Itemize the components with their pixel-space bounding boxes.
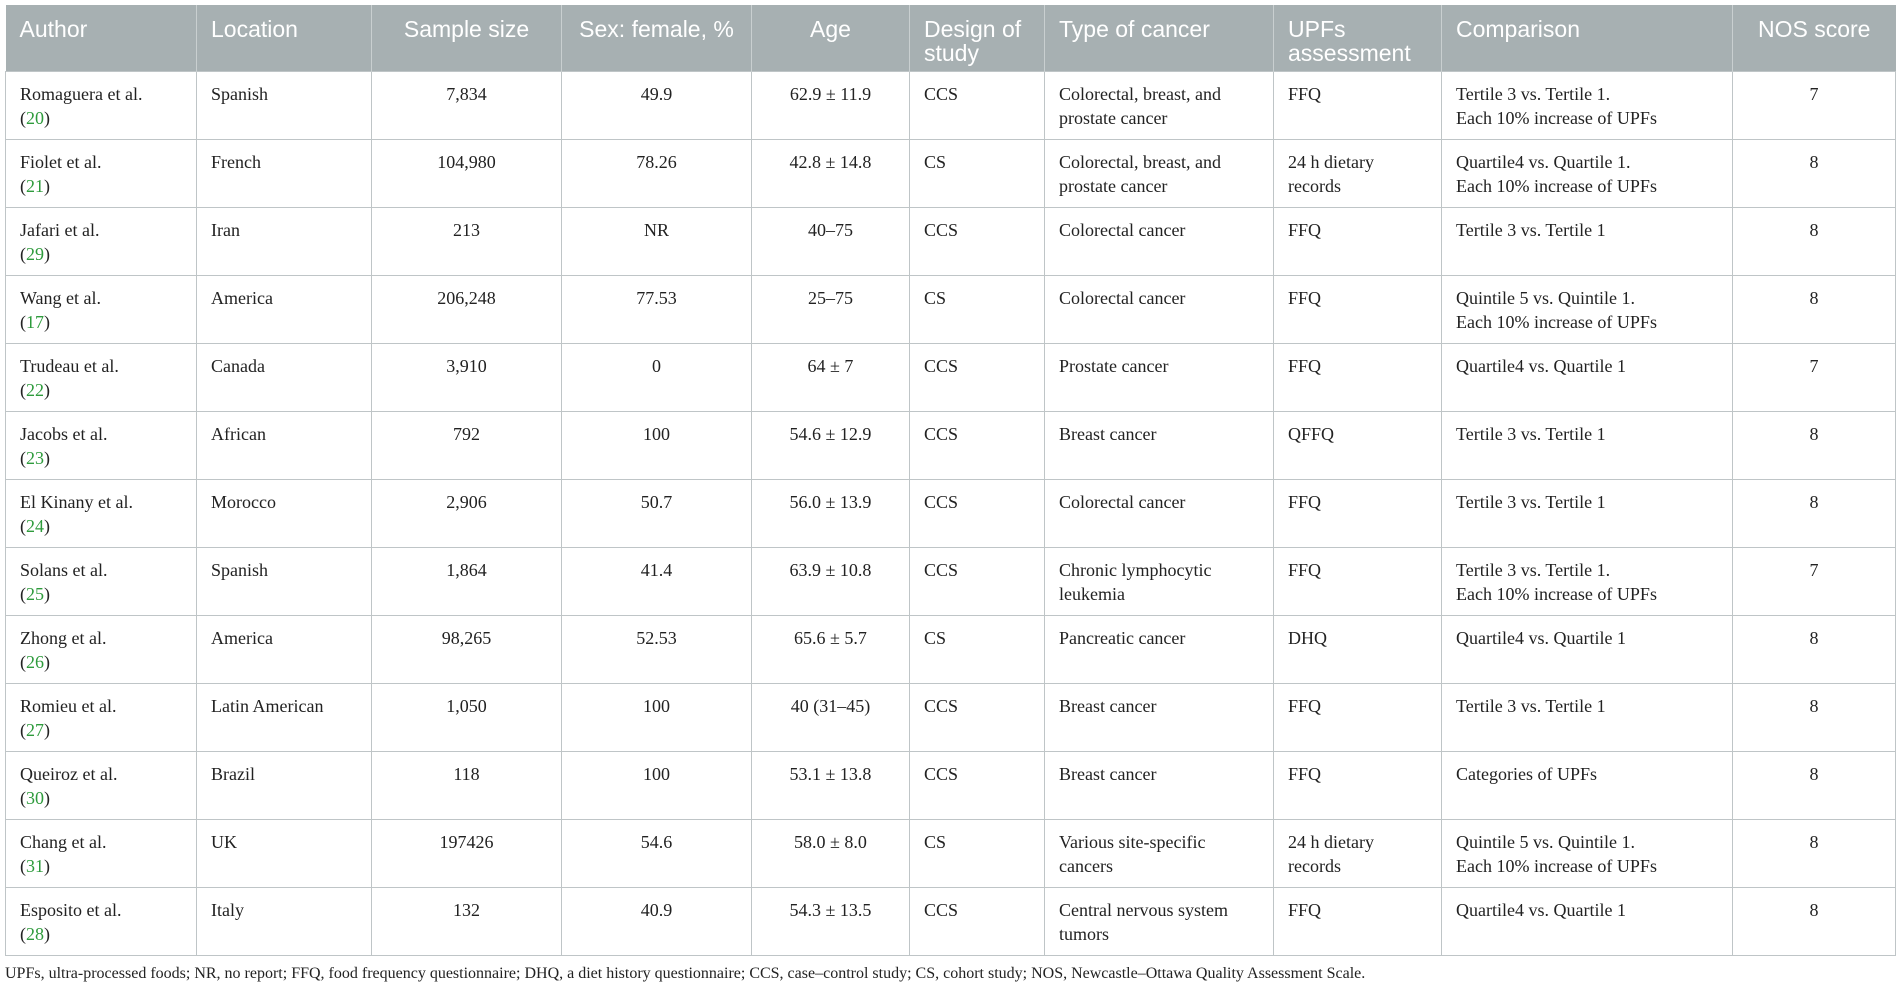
cell-nos-score: 7 — [1733, 547, 1896, 615]
author-name: Zhong et al. — [20, 627, 107, 648]
cell-upfs-assessment: FFQ — [1274, 343, 1442, 411]
reference-link[interactable]: 26 — [26, 651, 44, 672]
comparison-line: Quartile4 vs. Quartile 1 — [1456, 899, 1626, 920]
cell-location: America — [197, 615, 372, 683]
cell-comparison — [1442, 751, 1733, 819]
cell-location: UK — [197, 819, 372, 887]
cell-nos-score: 8 — [1733, 275, 1896, 343]
cell-comparison — [1442, 887, 1733, 955]
author-name: Solans et al. — [20, 559, 108, 580]
table-row — [6, 207, 1896, 275]
comparison-line: Quartile4 vs. Quartile 1 — [1456, 355, 1626, 376]
cell-cancer-type: Colorectal, breast, and prostate cancer — [1045, 71, 1274, 139]
comparison-line: Tertile 3 vs. Tertile 1 — [1456, 491, 1606, 512]
cell-cancer-type: Pancreatic cancer — [1045, 615, 1274, 683]
cell-age: 56.0 ± 13.9 — [752, 479, 910, 547]
comparison-line: Tertile 3 vs. Tertile 1 — [1456, 219, 1606, 240]
cell-location: African — [197, 411, 372, 479]
cell-age: 63.9 ± 10.8 — [752, 547, 910, 615]
cell-location: French — [197, 139, 372, 207]
cell-sex-female: 100 — [562, 411, 752, 479]
cell-sample-size: 7,834 — [372, 71, 562, 139]
author-name: Jacobs et al. — [20, 423, 108, 444]
cell-nos-score: 7 — [1733, 343, 1896, 411]
cell-author: Romieu et al. (27) — [6, 683, 197, 751]
cell-sex-female: 40.9 — [562, 887, 752, 955]
cell-author: Jafari et al. (29) — [6, 207, 197, 275]
cell-cancer-type: Colorectal, breast, and prostate cancer — [1045, 139, 1274, 207]
comparison-line: Each 10% increase of UPFs — [1456, 311, 1657, 332]
cell-upfs-assessment: FFQ — [1274, 547, 1442, 615]
cell-upfs-assessment: FFQ — [1274, 683, 1442, 751]
cell-cancer-type: Prostate cancer — [1045, 343, 1274, 411]
cell-sex-female: 100 — [562, 683, 752, 751]
header-row — [6, 5, 1896, 71]
comparison-line: Tertile 3 vs. Tertile 1. — [1456, 83, 1611, 104]
author-name: Romaguera et al. — [20, 83, 143, 104]
author-name: Trudeau et al. — [20, 355, 119, 376]
table-row — [6, 547, 1896, 615]
cell-location: Italy — [197, 887, 372, 955]
cell-comparison — [1442, 411, 1733, 479]
cell-location: Spanish — [197, 547, 372, 615]
cell-age: 58.0 ± 8.0 — [752, 819, 910, 887]
cell-age: 54.3 ± 13.5 — [752, 887, 910, 955]
cell-upfs-assessment: QFFQ — [1274, 411, 1442, 479]
cell-age: 40–75 — [752, 207, 910, 275]
cell-comparison — [1442, 819, 1733, 887]
comparison-line: Tertile 3 vs. Tertile 1. — [1456, 559, 1611, 580]
cell-design: CS — [910, 275, 1045, 343]
cell-sample-size: 1,864 — [372, 547, 562, 615]
comparison-line: Categories of UPFs — [1456, 763, 1597, 784]
comparison-line: Quartile4 vs. Quartile 1 — [1456, 627, 1626, 648]
header-location: Location — [197, 5, 372, 71]
header-sex-female: Sex: female, % — [562, 5, 752, 71]
header-nos-score: NOS score — [1733, 5, 1896, 71]
comparison-line: Tertile 3 vs. Tertile 1 — [1456, 695, 1606, 716]
cell-design: CCS — [910, 207, 1045, 275]
cell-upfs-assessment: DHQ — [1274, 615, 1442, 683]
table-row — [6, 819, 1896, 887]
cell-upfs-assessment: FFQ — [1274, 275, 1442, 343]
cell-comparison — [1442, 343, 1733, 411]
cell-nos-score: 8 — [1733, 615, 1896, 683]
cell-comparison — [1442, 139, 1733, 207]
cell-comparison — [1442, 683, 1733, 751]
cell-comparison — [1442, 479, 1733, 547]
cell-author: Chang et al. (31) — [6, 819, 197, 887]
cell-author: Zhong et al. (26) — [6, 615, 197, 683]
cell-author: Esposito et al. (28) — [6, 887, 197, 955]
cell-sample-size: 792 — [372, 411, 562, 479]
table-row — [6, 683, 1896, 751]
table-row — [6, 411, 1896, 479]
cell-sex-female: 0 — [562, 343, 752, 411]
cell-design: CS — [910, 139, 1045, 207]
cell-author: Trudeau et al. (22) — [6, 343, 197, 411]
cell-age: 25–75 — [752, 275, 910, 343]
cell-age: 42.8 ± 14.8 — [752, 139, 910, 207]
cell-author: Jacobs et al. (23) — [6, 411, 197, 479]
cell-sample-size: 118 — [372, 751, 562, 819]
comparison-line: Quintile 5 vs. Quintile 1. — [1456, 287, 1635, 308]
cell-author: El Kinany et al. (24) — [6, 479, 197, 547]
cell-upfs-assessment: FFQ — [1274, 479, 1442, 547]
cell-nos-score: 8 — [1733, 887, 1896, 955]
cell-sample-size: 206,248 — [372, 275, 562, 343]
cell-sex-female: 49.9 — [562, 71, 752, 139]
reference-link[interactable]: 22 — [26, 379, 44, 400]
comparison-line: Each 10% increase of UPFs — [1456, 175, 1657, 196]
study-characteristics-table — [5, 5, 1896, 956]
author-name: Fiolet et al. — [20, 151, 102, 172]
cell-sample-size: 98,265 — [372, 615, 562, 683]
cell-nos-score: 8 — [1733, 207, 1896, 275]
comparison-line: Quartile4 vs. Quartile 1. — [1456, 151, 1631, 172]
cell-design: CCS — [910, 411, 1045, 479]
cell-comparison — [1442, 547, 1733, 615]
reference-link[interactable]: 17 — [26, 311, 44, 332]
cell-sample-size: 3,910 — [372, 343, 562, 411]
cell-cancer-type: Central nervous system tumors — [1045, 887, 1274, 955]
cell-cancer-type: Colorectal cancer — [1045, 479, 1274, 547]
reference-link[interactable]: 27 — [26, 719, 44, 740]
author-name: El Kinany et al. — [20, 491, 133, 512]
cell-sample-size: 213 — [372, 207, 562, 275]
header-cancer-type: Type of cancer — [1045, 5, 1274, 71]
author-name: Jafari et al. — [20, 219, 100, 240]
cell-comparison — [1442, 275, 1733, 343]
cell-nos-score: 8 — [1733, 819, 1896, 887]
cell-upfs-assessment: FFQ — [1274, 751, 1442, 819]
comparison-line: Each 10% increase of UPFs — [1456, 855, 1657, 876]
comparison-line: Quintile 5 vs. Quintile 1. — [1456, 831, 1635, 852]
cell-author: Wang et al. (17) — [6, 275, 197, 343]
cell-design: CCS — [910, 751, 1045, 819]
reference-link[interactable]: 25 — [26, 583, 44, 604]
table-body — [6, 71, 1896, 955]
cell-upfs-assessment: FFQ — [1274, 887, 1442, 955]
comparison-line: Each 10% increase of UPFs — [1456, 107, 1657, 128]
cell-sex-female: 77.53 — [562, 275, 752, 343]
table-row — [6, 139, 1896, 207]
header-design: Design of study — [910, 5, 1045, 71]
cell-age: 65.6 ± 5.7 — [752, 615, 910, 683]
cell-age: 40 (31–45) — [752, 683, 910, 751]
cell-cancer-type: Colorectal cancer — [1045, 207, 1274, 275]
reference-link[interactable]: 31 — [26, 855, 44, 876]
cell-sex-female: 41.4 — [562, 547, 752, 615]
cell-location: Spanish — [197, 71, 372, 139]
reference-link[interactable]: 29 — [26, 243, 44, 264]
table-row — [6, 751, 1896, 819]
cell-sample-size: 1,050 — [372, 683, 562, 751]
cell-comparison — [1442, 71, 1733, 139]
cell-sex-female: 50.7 — [562, 479, 752, 547]
cell-location: Brazil — [197, 751, 372, 819]
cell-design: CCS — [910, 683, 1045, 751]
cell-cancer-type: Various site-specific cancers — [1045, 819, 1274, 887]
cell-sex-female: 78.26 — [562, 139, 752, 207]
cell-nos-score: 8 — [1733, 751, 1896, 819]
author-name: Chang et al. — [20, 831, 107, 852]
comparison-line: Tertile 3 vs. Tertile 1 — [1456, 423, 1606, 444]
table-row — [6, 71, 1896, 139]
reference-link[interactable]: 28 — [26, 923, 44, 944]
author-name: Wang et al. — [20, 287, 102, 308]
reference-link[interactable]: 30 — [26, 787, 44, 808]
cell-location: Iran — [197, 207, 372, 275]
table-row — [6, 343, 1896, 411]
cell-author: Queiroz et al. (30) — [6, 751, 197, 819]
author-name: Esposito et al. — [20, 899, 122, 920]
header-comparison: Comparison — [1442, 5, 1733, 71]
cell-sex-female: 100 — [562, 751, 752, 819]
reference-link[interactable]: 23 — [26, 447, 44, 468]
cell-upfs-assessment: 24 h dietary records — [1274, 139, 1442, 207]
cell-nos-score: 8 — [1733, 479, 1896, 547]
cell-upfs-assessment: FFQ — [1274, 71, 1442, 139]
header-age: Age — [752, 5, 910, 71]
cell-location: Canada — [197, 343, 372, 411]
cell-upfs-assessment: 24 h dietary records — [1274, 819, 1442, 887]
cell-sample-size: 104,980 — [372, 139, 562, 207]
cell-age: 54.6 ± 12.9 — [752, 411, 910, 479]
cell-design: CCS — [910, 547, 1045, 615]
cell-location: America — [197, 275, 372, 343]
header-author: Author — [6, 5, 197, 71]
table-footnote: UPFs, ultra-processed foods; NR, no report; FFQ, food frequency questionnaire; DHQ, a diet history questionnaire; CCS, case–control study; CS, cohort study; NOS, Newcastle–Ottawa Quality Assessment Scale. — [5, 964, 1366, 982]
cell-design: CCS — [910, 343, 1045, 411]
cell-nos-score: 8 — [1733, 139, 1896, 207]
cell-design: CCS — [910, 887, 1045, 955]
cell-nos-score: 8 — [1733, 411, 1896, 479]
reference-link[interactable]: 20 — [26, 107, 44, 128]
header-sample-size: Sample size — [372, 5, 562, 71]
cell-age: 64 ± 7 — [752, 343, 910, 411]
cell-location: Latin American — [197, 683, 372, 751]
cell-cancer-type: Colorectal cancer — [1045, 275, 1274, 343]
cell-age: 62.9 ± 11.9 — [752, 71, 910, 139]
cell-sample-size: 2,906 — [372, 479, 562, 547]
cell-location: Morocco — [197, 479, 372, 547]
reference-link[interactable]: 21 — [26, 175, 44, 196]
table-row — [6, 479, 1896, 547]
author-name: Romieu et al. — [20, 695, 117, 716]
cell-comparison — [1442, 615, 1733, 683]
cell-cancer-type: Breast cancer — [1045, 751, 1274, 819]
table-row — [6, 615, 1896, 683]
cell-sample-size: 132 — [372, 887, 562, 955]
cell-sex-female: 54.6 — [562, 819, 752, 887]
author-name: Queiroz et al. — [20, 763, 118, 784]
cell-author: Romaguera et al. (20) — [6, 71, 197, 139]
comparison-line: Each 10% increase of UPFs — [1456, 583, 1657, 604]
cell-upfs-assessment: FFQ — [1274, 207, 1442, 275]
cell-sample-size: 197426 — [372, 819, 562, 887]
table-row — [6, 887, 1896, 955]
cell-sex-female: 52.53 — [562, 615, 752, 683]
header-upfs-assessment: UPFs assessment — [1274, 5, 1442, 71]
cell-design: CS — [910, 819, 1045, 887]
cell-design: CS — [910, 615, 1045, 683]
table-container — [5, 5, 1895, 983]
cell-comparison — [1442, 207, 1733, 275]
cell-author: Fiolet et al. (21) — [6, 139, 197, 207]
cell-nos-score: 8 — [1733, 683, 1896, 751]
cell-nos-score: 7 — [1733, 71, 1896, 139]
cell-cancer-type: Chronic lymphocytic leukemia — [1045, 547, 1274, 615]
cell-design: CCS — [910, 479, 1045, 547]
cell-design: CCS — [910, 71, 1045, 139]
reference-link[interactable]: 24 — [26, 515, 44, 536]
cell-author: Solans et al. (25) — [6, 547, 197, 615]
cell-cancer-type: Breast cancer — [1045, 683, 1274, 751]
cell-sex-female: NR — [562, 207, 752, 275]
table-row — [6, 275, 1896, 343]
cell-age: 53.1 ± 13.8 — [752, 751, 910, 819]
cell-cancer-type: Breast cancer — [1045, 411, 1274, 479]
